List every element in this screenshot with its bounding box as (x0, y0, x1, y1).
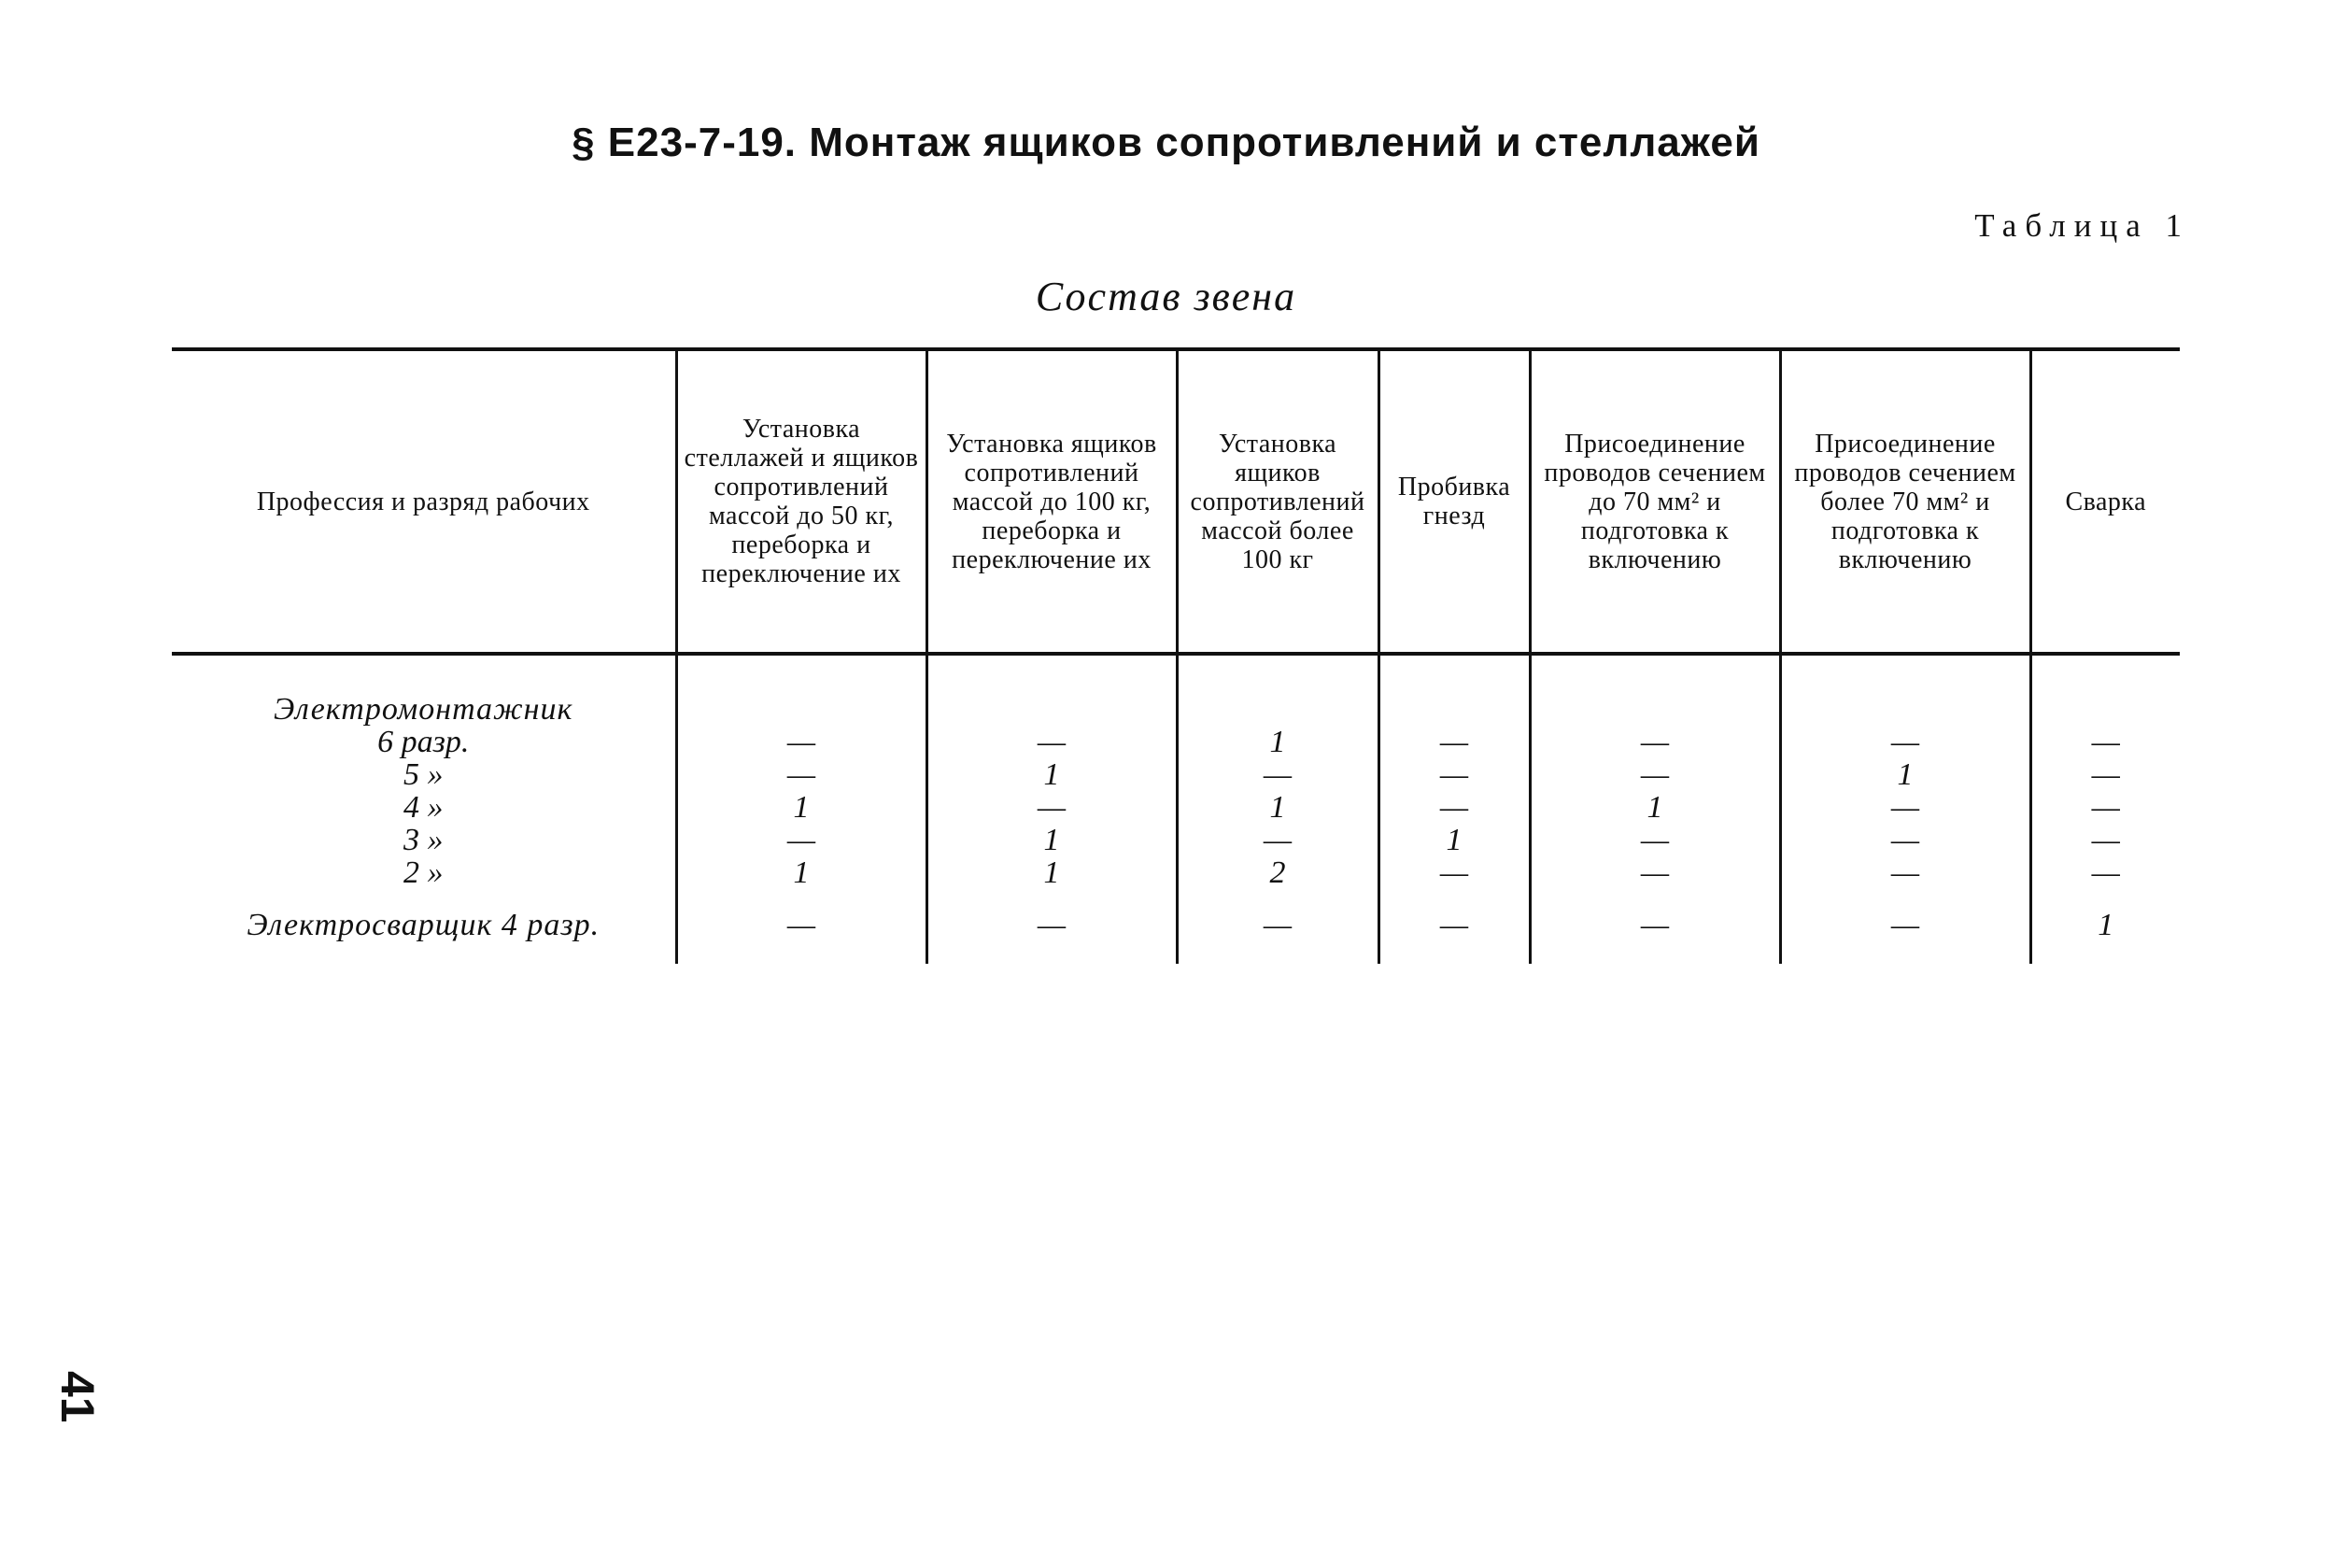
header-row (172, 349, 2180, 654)
header-connect-up-to-70mm2: Присоединение проводов сечением до 70 мм² и подготовка к включению (1530, 349, 1780, 654)
col-punching-values (1378, 654, 1530, 889)
header-connect-over-70mm2: Присоединение проводов сечением более 70 мм² и подготовка к включению (1780, 349, 2030, 654)
section-title: § Е23-7-19. Монтаж ящиков сопротивлений и стеллажей (572, 120, 1760, 165)
cell-value: 1 (1647, 790, 1663, 825)
cell-value: — (786, 823, 816, 857)
cell-value: — (1378, 889, 1530, 964)
table-row-electrician (172, 654, 2180, 889)
cell-value: — (1890, 823, 1920, 857)
grade-label: 3 » (403, 823, 444, 857)
col-connect-70-values (1530, 654, 1780, 889)
cell-value: 1 (1897, 757, 1914, 792)
profession-electrician: Электромонтажник (274, 692, 573, 727)
col-welding-values (2030, 654, 2180, 889)
cell-value: — (1640, 725, 1670, 759)
page-number: 41 (51, 1371, 104, 1423)
cell-value: — (1890, 855, 1920, 890)
cell-value: 1 (2030, 889, 2180, 964)
cell-value: — (676, 889, 926, 964)
col-install-50kg-values (676, 654, 926, 889)
cell-value: 1 (1043, 855, 1060, 890)
table-subtitle: Состав звена (1035, 274, 1297, 319)
grade-label: 6 разр. (377, 725, 470, 759)
col-install-over-100kg-values (1177, 654, 1378, 889)
cell-value: — (1439, 790, 1469, 825)
cell-value: — (926, 889, 1177, 964)
cell-value: 2 (1269, 855, 1286, 890)
profession-welder: Электросварщик 4 разр. (247, 908, 601, 942)
cell-value: — (1890, 725, 1920, 759)
crew-composition-table (172, 347, 2180, 964)
col-install-100kg-values (926, 654, 1177, 889)
cell-value: 1 (793, 855, 810, 890)
profession-cell (172, 654, 676, 889)
grade-label: 4 » (403, 790, 444, 825)
table-row-welder (172, 889, 2180, 964)
cell-value: — (786, 757, 816, 792)
cell-value: — (1780, 889, 2030, 964)
cell-value: — (1640, 855, 1670, 890)
header-install-over-100kg: Установка ящиков сопротивлений массой более 100 кг (1177, 349, 1378, 654)
header-welding: Сварка (2030, 349, 2180, 654)
header-install-up-to-100kg: Установка ящиков сопротивлений массой до 100 кг, переборка и переключение их (926, 349, 1177, 654)
header-install-up-to-50kg: Установка стеллажей и ящиков сопротивлений массой до 50 кг, переборка и переключение их (676, 349, 926, 654)
cell-value: — (1439, 855, 1469, 890)
cell-value: — (2091, 823, 2120, 857)
cell-value: — (1263, 823, 1293, 857)
cell-value: 1 (1269, 725, 1286, 759)
cell-value: — (1439, 757, 1469, 792)
cell-value: — (1640, 823, 1670, 857)
grade-label: 2 » (403, 855, 444, 890)
header-profession: Профессия и разряд рабочих (172, 349, 676, 654)
cell-value: — (1530, 889, 1780, 964)
table-label: Таблица 1 (1974, 207, 2190, 244)
cell-value: — (2091, 855, 2120, 890)
header-punching-sockets: Пробивка гнезд (1378, 349, 1530, 654)
cell-value: — (2091, 790, 2120, 825)
cell-value: — (1890, 790, 1920, 825)
cell-value: — (2091, 725, 2120, 759)
cell-value: 1 (1043, 823, 1060, 857)
col-connect-over-70-values (1780, 654, 2030, 889)
cell-value: 1 (793, 790, 810, 825)
cell-value: — (1037, 790, 1067, 825)
grade-label: 5 » (403, 757, 444, 792)
cell-value: 1 (1043, 757, 1060, 792)
cell-value: — (1177, 889, 1378, 964)
cell-value: — (786, 725, 816, 759)
cell-value: 1 (1446, 823, 1463, 857)
cell-value: — (1439, 725, 1469, 759)
cell-value: — (1263, 757, 1293, 792)
cell-value: — (2091, 757, 2120, 792)
cell-value: — (1640, 757, 1670, 792)
cell-value: — (1037, 725, 1067, 759)
cell-value: 1 (1269, 790, 1286, 825)
